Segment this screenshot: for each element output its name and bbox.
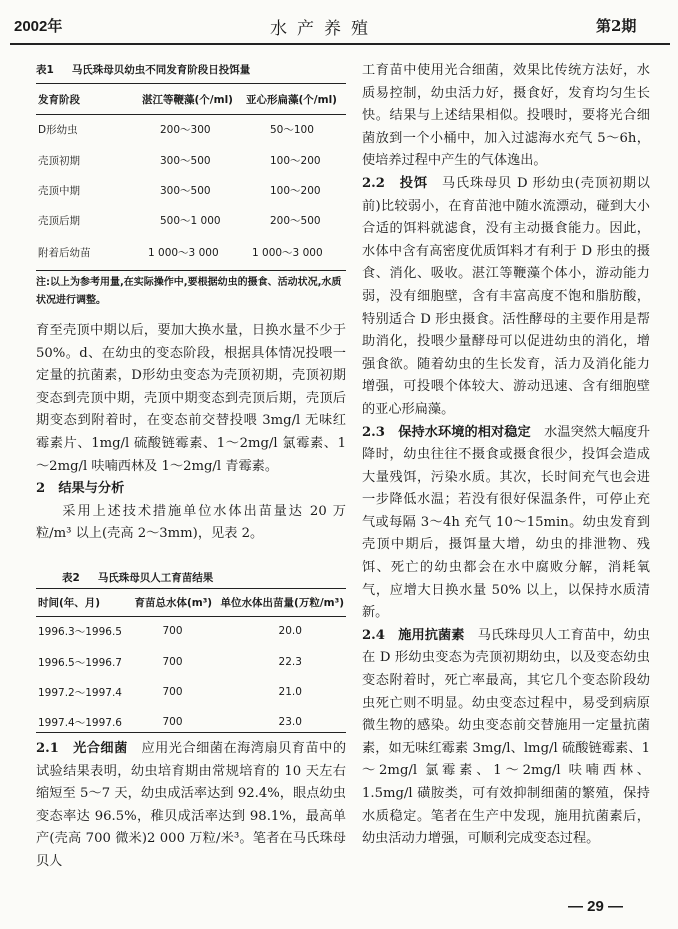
header-year: 2002年 [14,18,63,35]
table1-bottom-rule [36,270,346,271]
section-2-1 [36,738,346,874]
table-cell: 壳顶初期 [38,154,80,167]
paragraph: 采用上述技术措施单位水体出苗量达 20 万粒/m³ 以上(壳高 2～3mm)，见表 2。 [36,503,346,542]
table-row [36,145,346,175]
table-cell: 21.0 [278,686,302,698]
page-number: — 29 — [568,898,624,915]
table1-caption [36,62,250,77]
table-cell: 100～200 [270,154,321,167]
table2-col-water-volume: 育苗总水体(m³) [134,596,213,609]
table1-header-row [36,84,346,114]
table-cell: 50～100 [270,124,314,136]
table-cell: 1 000～3 000 [252,246,323,259]
table-cell: 壳顶中期 [38,184,80,197]
table2-header-row [36,589,346,615]
table-cell: 200～500 [270,215,321,227]
header-journal-title: 水产养殖 [270,19,378,39]
table1-col-platymonas: 亚心形扁藻(个/ml) [246,93,337,106]
table1-note: 注:以上为参考用量,在实际操作中,要根据幼虫的摄食、活动状况,水质状况进行调整。 [36,277,342,306]
table-row [36,205,346,236]
table2 [36,589,346,737]
table1-header-rule [36,114,346,115]
section2-title: 2 结果与分析 [36,481,125,497]
table-cell: 壳顶后期 [38,215,80,227]
table-row [36,175,346,205]
header-rule [10,43,670,45]
table-cell: 200～300 [160,124,211,136]
table-cell: 1996.5～1996.7 [38,656,122,669]
table-cell: 1 000～3 000 [148,246,219,259]
table1-col-isochrysis: 湛江等鞭藻(个/ml) [142,93,233,106]
table1 [36,84,346,268]
section-2-4-body: 马氏珠母贝人工育苗中，幼虫在 D 形幼虫变态为壳顶初期幼虫，以及变态幼虫变态附着时，死亡率最高，其它几个变态阶段幼虫死亡则不明显。幼虫变态过程中，易受到病原微生物的感染。幼虫变态前交替施用一定量抗菌素，如无味红霉素 3mg/l、lmg/l 硫酸链霉素、1～2mg/l 氯霉素、1～2mg/l 呋喃西林、1.5mg/l 磺胺类，可有效抑制细菌的繁殖，保持水质稳定。笔者在生产中发现，施用抗菌素后，幼虫活动力增强，可顺利完成变态过程。 [362,627,651,847]
table-cell: 300～500 [160,184,211,197]
table-cell: 300～500 [160,154,211,167]
right-column-text [362,60,650,851]
table-row [36,114,346,145]
table-cell: 23.0 [278,716,302,728]
paragraph: 工育苗中使用光合细菌，效果比传统方法好，水质易控制，幼虫活力好，摄食好，发育均匀生长快。结果与上述结果相似。投喂时，要将光合细菌放到一个小桶中，加入过滤海水充气 5～6h，使培养过程中产生的气体逸出。 [362,63,650,169]
table-cell: D形幼虫 [38,124,78,136]
section-2-1-heading: 2.1 光合细菌 [36,741,128,756]
paragraph: 育至壳顶中期以后，要加大换水量，日换水量不少于50%。d、在幼虫的变态阶段，根据具体情况投喂一定量的抗菌素，D形幼虫变态为壳顶初期，壳顶初期变态到壳顶中期，壳顶中期变态到壳顶后期，壳顶后期变态到附着时，在变态前交替投喂 3mg/l 无味红霉素片、1mg/l 硫酸链霉素、1～2mg/l 氯霉素、1～2mg/l 呋喃西林及 1～2mg/l 青霉素。 [36,323,346,474]
table-cell: 100～200 [270,184,321,197]
table-row [36,647,346,677]
left-column-text [36,320,346,546]
table-cell: 1997.4～1997.6 [38,716,122,729]
table2-caption [62,570,213,585]
section-2-1-body: 应用光合细菌在海湾扇贝育苗中的试验结果表明，幼虫培育期由常规培育的 10 天左右缩短至 5～7 天，幼虫成活率达到 92.4%，眼点幼虫变态率达 96.5%，稚贝成活率达到 98.1%，最高单产(壳高 700 微米)2 000 万粒/米³。笔者在马氏珠母贝人 [36,741,347,869]
table1-col-stage: 发育阶段 [38,93,80,106]
table1-title: 马氏珠母贝幼虫不同发育阶段日投饵量 [71,64,251,76]
section-2-3-body: 水温突然大幅度升降时，幼虫往往不摄食或摄食很少，投饵会造成大量残饵，污染水质。其次，长时间充气也会进一步降低水温；若没有很好保温条件，可停止充气或每隔 3～4h 充气 10～15min。幼虫发育到壳顶中期后，摄饵量大增，幼虫的排泄物、残饵、死亡的幼虫都会在水中腐败分解，消耗氧气，应增大日换水量 50% 以上，以保持水质清新。 [362,424,651,621]
table-cell: 500～1 000 [160,215,221,227]
table-row [36,677,346,707]
table-cell: 700 [162,716,183,728]
table-row [36,615,346,647]
header-issue: 第2期 [596,17,637,35]
section-2-3-heading: 2.3 保持水环境的相对稳定 [362,424,531,440]
table1-label: 表1 [36,64,54,76]
table-row [36,236,346,268]
table-cell: 1997.2～1997.4 [38,686,122,699]
table-cell: 1996.3～1996.5 [38,625,122,638]
section-2-2-body: 马氏珠母贝 D 形幼虫(壳顶初期以前)比较弱小，在育苗池中随水流漂动，碰到大小合适的饵料就滤食，没有主动摄食能力。因此，水体中含有高密度优质饵料才有利于 D 形虫的摄食、消化、吸收。湛江等鞭藻个体小，游动能力弱，没有细胞壁，含有丰富高度不饱和脂肪酸，特别适合 D 形虫摄食。活性酵母的主要作用是帮助消化，投喂少量酵母可以促进幼虫的消化，增强食欲。随着幼虫的生长发育，活力及消化能力增强，可投喂个体较大、游动迅速、含有细胞壁的亚心形扁藻。 [362,175,650,417]
table2-col-period: 时间(年、月) [38,596,101,609]
table2-header-rule [36,616,346,617]
table2-bottom-rule [36,732,346,733]
table-cell: 700 [162,686,183,698]
table-cell: 附着后幼苗 [38,246,91,259]
table-cell: 700 [162,625,183,637]
table2-col-yield: 单位水体出苗量(万粒/m³) [220,596,344,609]
section-2-2-heading: 2.2 投饵 [362,175,428,191]
table-cell: 700 [162,656,183,668]
table2-title: 马氏珠母贝人工育苗结果 [97,572,214,584]
table-cell: 22.3 [278,656,302,668]
section-2-4-heading: 2.4 施用抗菌素 [362,627,465,643]
table2-label: 表2 [62,572,80,584]
table-cell: 20.0 [278,625,302,637]
